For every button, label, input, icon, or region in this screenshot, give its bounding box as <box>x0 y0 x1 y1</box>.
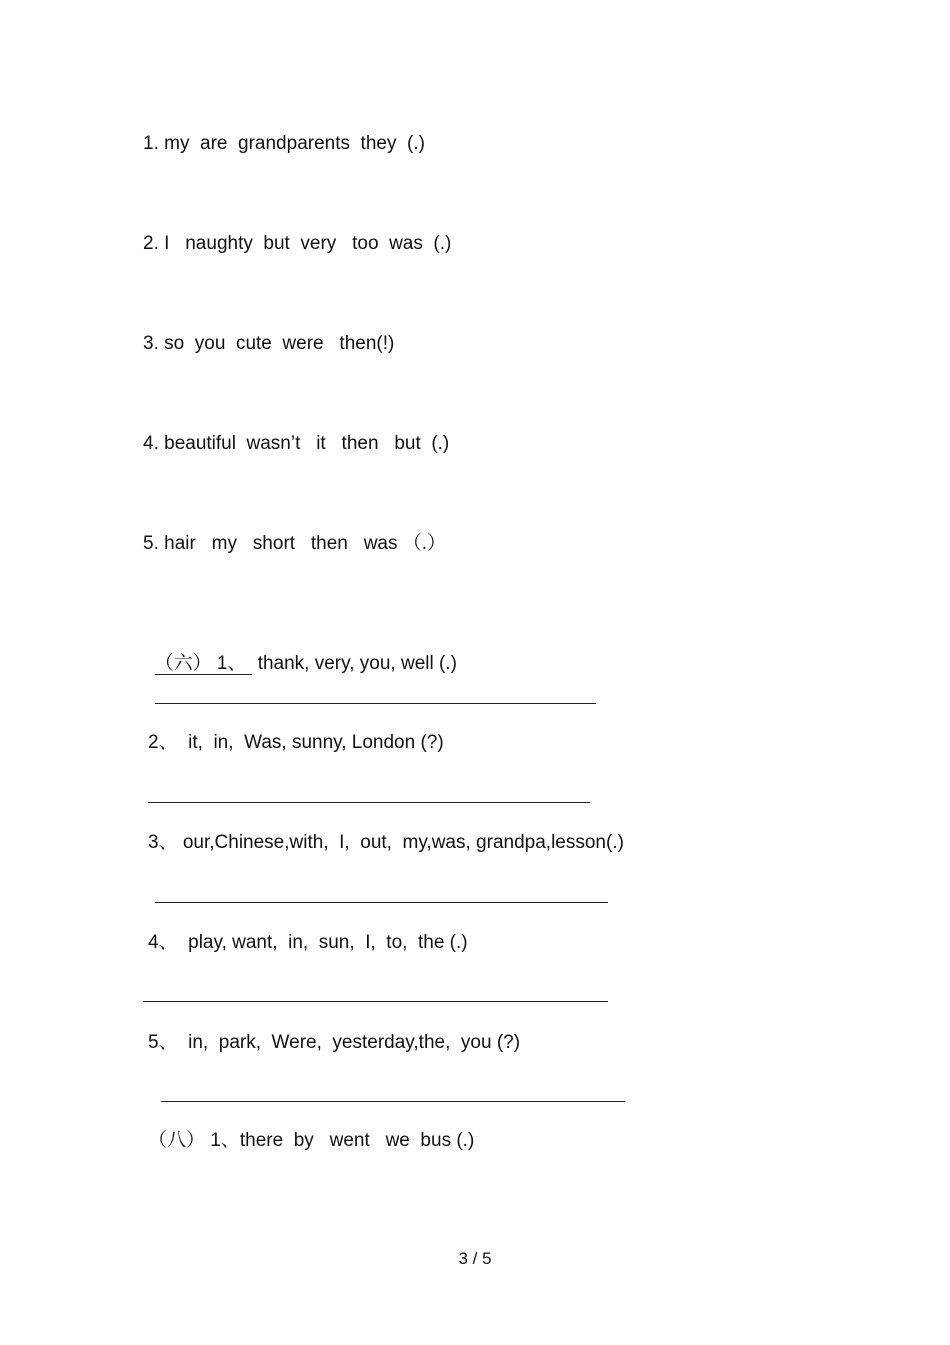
question-5-1: 1. my are grandparents they (.) <box>143 133 425 154</box>
answer-line-6-2 <box>148 802 590 803</box>
answer-line-6-1 <box>155 703 596 704</box>
question-5-2: 2. I naughty but very too was (.) <box>143 233 452 254</box>
page-number: 3 / 5 <box>458 1249 492 1268</box>
section-6-label: （六） 1、 <box>155 654 253 675</box>
question-6-5: 5、 in, park, Were, yesterday,the, you (?) <box>148 1032 521 1053</box>
question-6-3: 3、 our,Chinese,with, I, out, my,was, grandpa,lesson(.) <box>148 832 624 853</box>
question-6-2: 2、 it, in, Was, sunny, London (?) <box>148 732 444 753</box>
answer-line-6-5 <box>161 1101 625 1102</box>
answer-line-6-4 <box>143 1001 608 1002</box>
question-5-4: 4. beautiful wasn’t it then but (.) <box>143 433 450 454</box>
section-6-question-1 <box>144 628 457 676</box>
question-6-1-text: thank, very, you, well (.) <box>252 653 457 674</box>
answer-line-6-3 <box>155 902 608 903</box>
question-5-5: 5. hair my short then was （.） <box>143 533 447 554</box>
question-6-4: 4、 play, want, in, sun, I, to, the (.) <box>148 932 468 953</box>
section-8-question-1: （八） 1、there by went we bus (.) <box>148 1130 475 1151</box>
question-5-3: 3. so you cute were then(!) <box>143 333 395 354</box>
